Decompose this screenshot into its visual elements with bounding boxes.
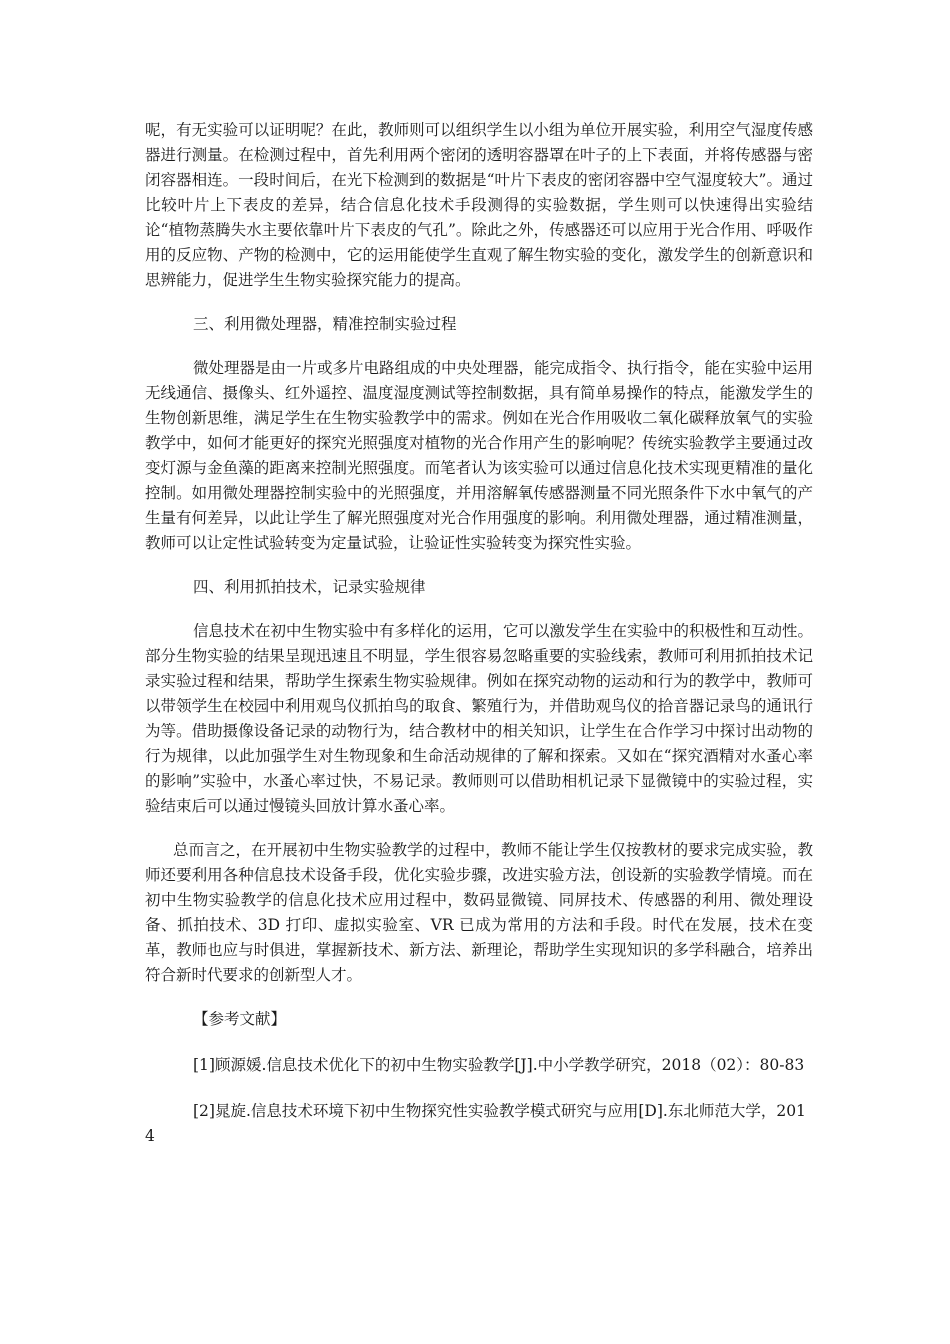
paragraph-conclusion: 总而言之，在开展初中生物实验教学的过程中，教师不能让学生仅按教材的要求完成实验，教师还要利用各种信息技术设备手段，优化实验步骤，改进实验方法，创设新的实验教学情境。而在初中生物实验教学的信息化技术应用过程中，数码显微镜、同屏技术、传感器的利用、微处理设备、抓拍技术、3D 打印、虚拟实验室、VR 已成为常用的方法和手段。时代在发展，技术在变革，教师也应与时俱进，掌握新技术、新方法、新理论，帮助学生实现知识的多学科融合，培养出符合新时代要求的创新型人才。 <box>145 841 813 984</box>
paragraph-snapshot: 信息技术在初中生物实验中有多样化的运用，它可以激发学生在实验中的积极性和互动性。部分生物实验的结果呈现迅速且不明显，学生很容易忽略重要的实验线索，教师可利用抓拍技术记录实验过程和结果，帮助学生探索生物实验规律。例如在探究动物的运动和行为的教学中，教师可以带领学生在校园中利用观鸟仪抓拍鸟的取食、繁殖行为，并借助观鸟仪的拾音器记录鸟的通讯行为等。借助摄像设备记录的动物行为，结合教材中的相关知识，让学生在合作学习中探讨出动物的行为规律，以此加强学生对生物现象和生命活动规律的了解和探索。又如在“探究酒精对水蚤心率的影响”实验中，水蚤心率过快，不易记录。教师则可以借助相机记录下显微镜中的实验过程，实验结束后可以通过慢镜头回放计算水蚤心率。 <box>145 622 814 815</box>
paragraph-microprocessor: 微处理器是由一片或多片电路组成的中央处理器，能完成指令、执行指令，能在实验中运用无线通信、摄像头、红外遥控、温度湿度测试等控制数据，具有简单易操作的特点，能激发学生的生物创新思维，满足学生在生物实验教学中的需求。例如在光合作用吸收二氧化碳释放氧气的实验教学中，如何才能更好的探究光照强度对植物的光合作用产生的影响呢？传统实验教学主要通过改变灯源与金鱼藻的距离来控制光照强度。而笔者认为该实验可以通过信息化技术实现更精准的量化控制。如用微处理器控制实验中的光照强度，并用溶解氧传感器测量不同光照条件下水中氧气的产生量有何差异，以此让学生了解光照强度对光合作用强度的影响。利用微处理器，通过精准测量，教师可以让定性试验转变为定量试验，让验证性实验转变为探究性实验。 <box>145 359 814 552</box>
reference-item-1: [1]顾源媛.信息技术优化下的初中生物实验教学[J].中小学教学研究，2018（02）：80-83 <box>193 1056 805 1074</box>
reference-item-2: [2]晁旋.信息技术环境下初中生物探究性实验教学模式研究与应用[D].东北师范大学，2014 <box>145 1102 806 1145</box>
references-title: 【参考文献】 <box>193 1010 287 1028</box>
paragraph-sensor-experiment: 呢，有无实验可以证明呢？在此，教师则可以组织学生以小组为单位开展实验，利用空气湿度传感器进行测量。在检测过程中，首先利用两个密闭的透明容器罩在叶子的上下表面，并将传感器与密闭容器相连。一段时间后，在光下检测到的数据是“叶片下表皮的密闭容器中空气湿度较大”。通过比较叶片上下表皮的差异，结合信息化技术手段测得的实验数据，学生则可以快速得出实验结论“植物蒸腾失水主要依靠叶片下表皮的气孔”。除此之外，传感器还可以应用于光合作用、呼吸作用的反应物、产物的检测中，它的运用能使学生直观了解生物实验的变化，激发学生的创新意识和思辨能力，促进学生生物实验探究能力的提高。 <box>145 121 813 289</box>
section-heading-snapshot: 四、利用抓拍技术，记录实验规律 <box>193 578 426 596</box>
document-body <box>145 118 813 1149</box>
section-heading-microprocessor: 三、利用微处理器，精准控制实验过程 <box>193 315 457 333</box>
